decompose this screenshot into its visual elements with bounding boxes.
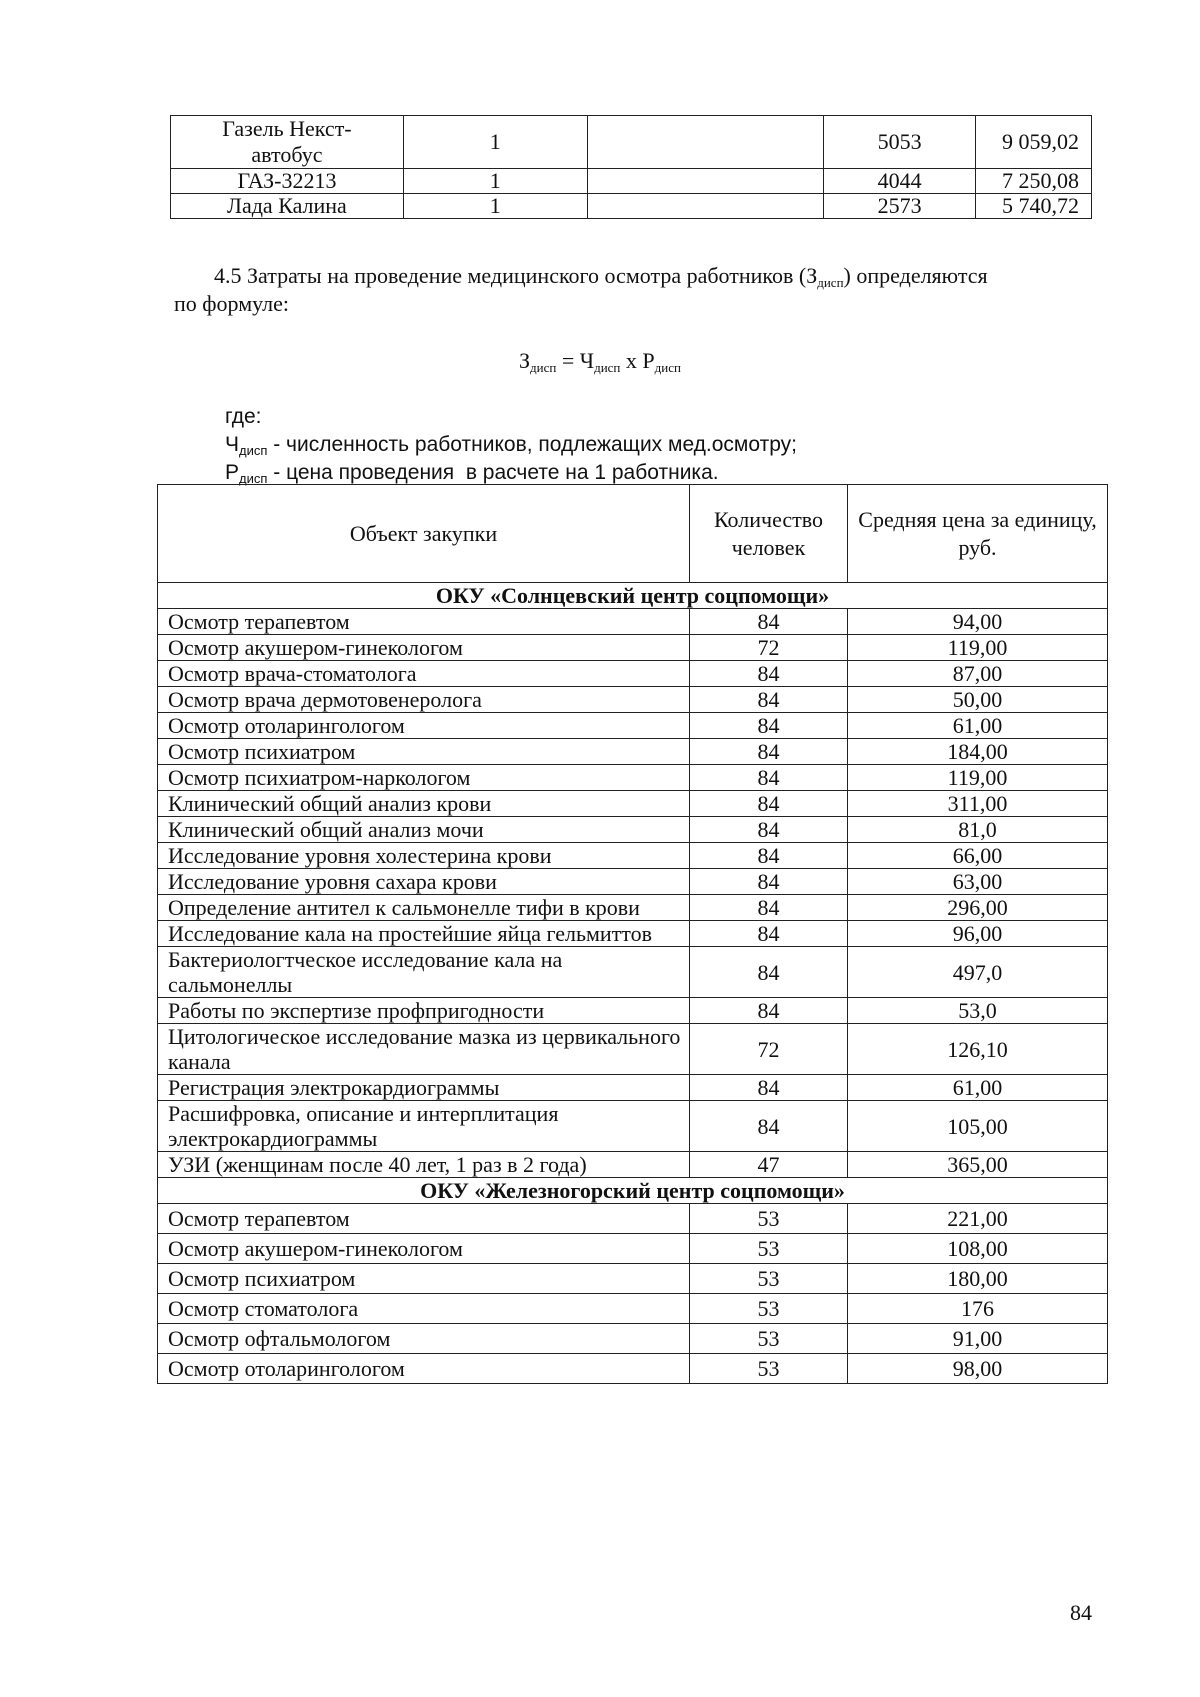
vehicle-value: 5053: [824, 116, 976, 169]
row-price: 184,00: [848, 739, 1108, 765]
row-object: Осмотр врача-стоматолога: [158, 661, 690, 687]
row-price: 119,00: [848, 635, 1108, 661]
para-text-after: ) определяются: [843, 263, 988, 288]
vehicle-amount: 9 059,02: [976, 116, 1092, 169]
row-price: 96,00: [848, 921, 1108, 947]
table-row: [158, 609, 1108, 635]
row-count: 53: [690, 1264, 848, 1294]
row-object: Клинический общий анализ крови: [158, 791, 690, 817]
vehicle-name: Лада Калина: [171, 194, 404, 219]
table-row: [158, 1264, 1108, 1294]
row-count: 84: [690, 609, 848, 635]
row-price: 176: [848, 1294, 1108, 1324]
row-price: 126,10: [848, 1024, 1108, 1075]
para-line-2: по формуле:: [174, 291, 290, 316]
legend-r-text: - цена проведения в расчете на 1 работника.: [267, 461, 719, 484]
row-count: 84: [690, 921, 848, 947]
row-object: Осмотр терапевтом: [158, 1204, 690, 1234]
row-count: 84: [690, 869, 848, 895]
row-object: Осмотр врача дермотовенеролога: [158, 687, 690, 713]
table-row: [158, 765, 1108, 791]
row-price: 296,00: [848, 895, 1108, 921]
row-count: 84: [690, 1101, 848, 1152]
row-price: 61,00: [848, 1075, 1108, 1101]
table-row: [158, 843, 1108, 869]
legend-r-sub: дисп: [239, 471, 268, 486]
section-title: ОКУ «Солнцевский центр соцпомощи»: [158, 583, 1108, 609]
row-object: Осмотр отоларингологом: [158, 713, 690, 739]
table-row: [158, 1075, 1108, 1101]
vehicle-count: 1: [403, 169, 587, 194]
row-object: Определение антител к сальмонелле тифи в крови: [158, 895, 690, 921]
row-count: 84: [690, 739, 848, 765]
row-count: 84: [690, 895, 848, 921]
header-object: Объект закупки: [158, 485, 690, 583]
table-row: [158, 1024, 1108, 1075]
row-count: 84: [690, 791, 848, 817]
table-row: [158, 947, 1108, 998]
table-row: [158, 869, 1108, 895]
row-price: 66,00: [848, 843, 1108, 869]
vehicle-count: 1: [403, 194, 587, 219]
section-row: [158, 583, 1108, 609]
row-count: 84: [690, 817, 848, 843]
table-row: [158, 921, 1108, 947]
row-object: Регистрация электрокардиограммы: [158, 1075, 690, 1101]
header-count: Количество человек: [690, 485, 848, 583]
section-title: ОКУ «Железногорский центр соцпомощи»: [158, 1178, 1108, 1204]
row-count: 53: [690, 1234, 848, 1264]
vehicle-name: Газель Некст-автобус: [171, 116, 404, 169]
row-object: Осмотр психиатром: [158, 739, 690, 765]
formula-z: З: [519, 348, 531, 373]
table-row: [171, 194, 1092, 219]
row-object: Расшифровка, описание и интерплитация электрокардиограммы: [158, 1101, 690, 1152]
row-object: Работы по экспертизе профпригодности: [158, 998, 690, 1024]
table-row: [158, 1294, 1108, 1324]
row-object: Клинический общий анализ мочи: [158, 817, 690, 843]
row-object: Осмотр офтальмологом: [158, 1324, 690, 1354]
row-price: 108,00: [848, 1234, 1108, 1264]
vehicle-amount: 5 740,72: [976, 194, 1092, 219]
formula-equals: =: [556, 348, 580, 373]
row-count: 84: [690, 947, 848, 998]
row-price: 365,00: [848, 1152, 1108, 1178]
row-price: 98,00: [848, 1354, 1108, 1384]
medical-costs-table-body: [158, 583, 1108, 1384]
row-count: 84: [690, 998, 848, 1024]
row-object: Исследование уровня сахара крови: [158, 869, 690, 895]
row-count: 84: [690, 661, 848, 687]
page-number: 84: [1070, 1600, 1092, 1625]
formula: [0, 348, 1200, 374]
vehicle-empty: [587, 169, 824, 194]
table-row: [158, 895, 1108, 921]
table-row: [158, 1234, 1108, 1264]
row-object: УЗИ (женщинам после 40 лет, 1 раз в 2 года): [158, 1152, 690, 1178]
formula-times: х: [620, 348, 643, 373]
header-price: Средняя цена за единицу, руб.: [848, 485, 1108, 583]
table-row: [158, 687, 1108, 713]
table-row: [158, 713, 1108, 739]
section-row: [158, 1178, 1108, 1204]
row-price: 119,00: [848, 765, 1108, 791]
table-row: [158, 661, 1108, 687]
row-count: 84: [690, 1075, 848, 1101]
legend-ch-text: - численность работников, подлежащих мед.осмотру;: [267, 433, 797, 456]
table-row: [158, 1101, 1108, 1152]
vehicle-empty: [587, 116, 824, 169]
row-price: 180,00: [848, 1264, 1108, 1294]
para-text-before: 4.5 Затраты на проведение медицинского осмотра работников (З: [214, 263, 818, 288]
legend-ch-line: [225, 431, 797, 459]
row-count: 84: [690, 713, 848, 739]
row-object: Осмотр отоларингологом: [158, 1354, 690, 1384]
row-object: Бактериологтческое исследование кала на сальмонеллы: [158, 947, 690, 998]
legend-r-symbol: Р: [225, 461, 240, 484]
formula-z-sub: дисп: [530, 360, 557, 375]
table-row: [158, 1204, 1108, 1234]
formula-r-sub: дисп: [654, 360, 681, 375]
table-row: [171, 116, 1092, 169]
formula-ch: Ч: [579, 348, 595, 373]
vehicle-empty: [587, 194, 824, 219]
row-object: Исследование кала на простейшие яйца гельмиттов: [158, 921, 690, 947]
formula-legend: [225, 403, 797, 487]
row-price: 497,0: [848, 947, 1108, 998]
section-4-5-paragraph: [174, 262, 1092, 318]
row-price: 311,00: [848, 791, 1108, 817]
vehicles-table-body: [171, 116, 1092, 219]
row-object: Осмотр акушером-гинекологом: [158, 1234, 690, 1264]
table-row: [158, 1354, 1108, 1384]
row-price: 91,00: [848, 1324, 1108, 1354]
vehicle-amount: 7 250,08: [976, 169, 1092, 194]
row-count: 53: [690, 1294, 848, 1324]
row-price: 87,00: [848, 661, 1108, 687]
row-object: Осмотр стоматолога: [158, 1294, 690, 1324]
para-subscript: дисп: [817, 275, 844, 290]
row-price: 81,0: [848, 817, 1108, 843]
vehicle-value: 2573: [824, 194, 976, 219]
vehicles-table: [170, 115, 1092, 219]
table-row: [158, 817, 1108, 843]
medical-costs-table: [157, 484, 1108, 1384]
row-count: 53: [690, 1354, 848, 1384]
row-object: Осмотр терапевтом: [158, 609, 690, 635]
row-object: Осмотр акушером-гинекологом: [158, 635, 690, 661]
row-price: 221,00: [848, 1204, 1108, 1234]
row-count: 84: [690, 765, 848, 791]
row-count: 47: [690, 1152, 848, 1178]
row-price: 63,00: [848, 869, 1108, 895]
formula-ch-sub: дисп: [594, 360, 621, 375]
table-row: [158, 635, 1108, 661]
vehicle-count: 1: [403, 116, 587, 169]
row-count: 53: [690, 1324, 848, 1354]
table-row: [158, 791, 1108, 817]
row-price: 105,00: [848, 1101, 1108, 1152]
legend-ch-symbol: Ч: [225, 433, 239, 456]
table-row: [158, 1324, 1108, 1354]
row-count: 84: [690, 687, 848, 713]
row-count: 72: [690, 1024, 848, 1075]
legend-ch-sub: дисп: [239, 443, 268, 458]
row-object: Исследование уровня холестерина крови: [158, 843, 690, 869]
table-row: [171, 169, 1092, 194]
legend-r-line: [225, 459, 797, 487]
row-price: 94,00: [848, 609, 1108, 635]
vehicle-name: ГАЗ-32213: [171, 169, 404, 194]
formula-r: Р: [642, 348, 655, 373]
table-header-row: [158, 485, 1108, 583]
table-row: [158, 998, 1108, 1024]
vehicle-value: 4044: [824, 169, 976, 194]
row-object: Осмотр психиатром-наркологом: [158, 765, 690, 791]
row-object: Цитологическое исследование мазка из цервикального канала: [158, 1024, 690, 1075]
row-price: 53,0: [848, 998, 1108, 1024]
table-row: [158, 739, 1108, 765]
row-object: Осмотр психиатром: [158, 1264, 690, 1294]
legend-label: где:: [225, 405, 262, 428]
row-count: 72: [690, 635, 848, 661]
row-price: 50,00: [848, 687, 1108, 713]
table-row: [158, 1152, 1108, 1178]
row-count: 84: [690, 843, 848, 869]
row-count: 53: [690, 1204, 848, 1234]
row-price: 61,00: [848, 713, 1108, 739]
